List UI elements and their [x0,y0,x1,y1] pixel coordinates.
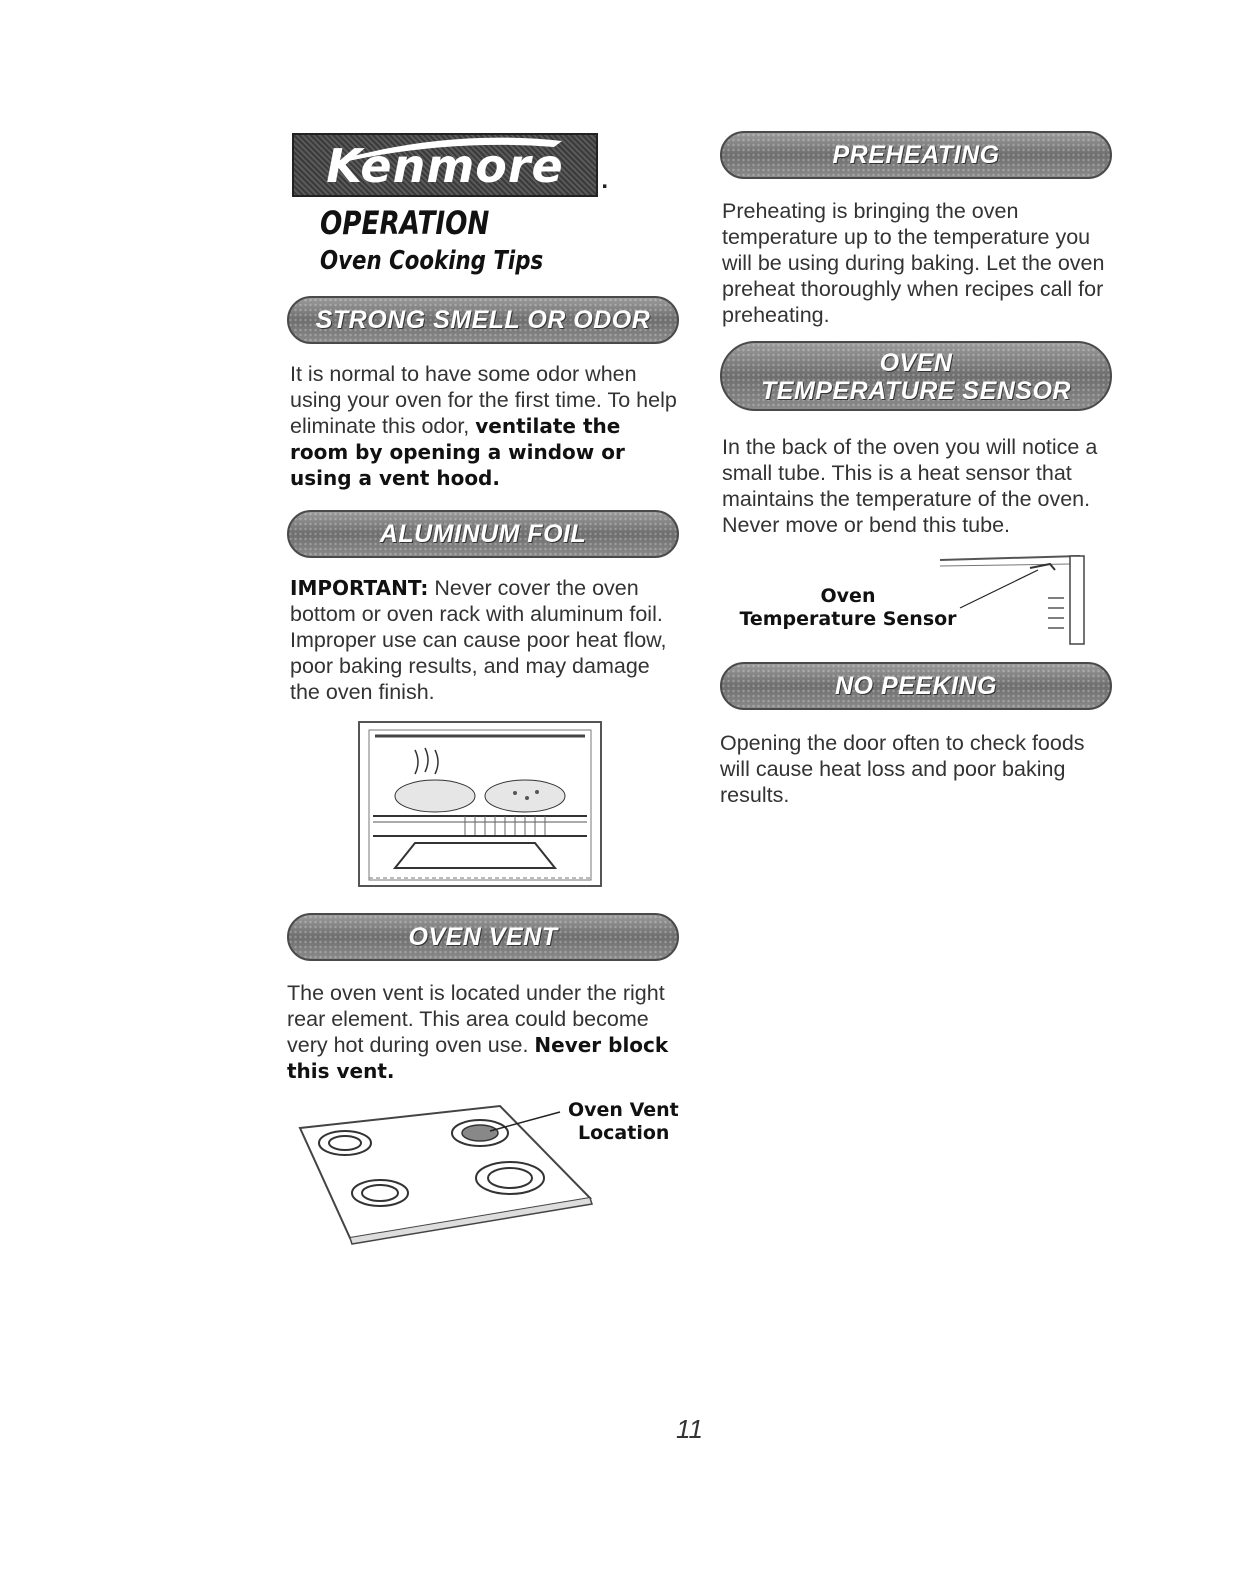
preheating-text: Preheating is bringing the oven temperature up to the temperature you will be using during baking. Let the oven preheat thoroughly when recipes call for preheating. [722,199,1105,327]
strong-smell-banner [287,296,679,344]
oven-vent-text-normal: The oven vent is located under the right rear element. This area could become very hot during oven use. [287,981,665,1057]
temp-sensor-heading [761,343,1071,405]
oven-vent-label-line2: Location [578,1122,670,1144]
no-peeking-heading: NO PEEKING [835,672,997,700]
strong-smell-text [290,361,682,491]
aluminum-foil-important: IMPORTANT: [290,576,429,600]
temp-sensor-banner [720,341,1112,411]
oven-interior-illustration [355,718,605,890]
page-number: 11 [676,1414,703,1444]
temp-sensor-text: In the back of the oven you will notice a small tube. This is a heat sensor that maintains the temperature of the oven. Never move or bend this tube. [722,435,1098,537]
logo-dot: . [601,167,608,194]
no-peeking-text: Opening the door often to check foods will cause heat loss and poor baking results. [720,731,1085,807]
logo-wordmark: Kenmore [326,139,564,193]
aluminum-foil-banner [287,510,679,558]
kenmore-logo [292,133,608,197]
aluminum-foil-heading: ALUMINUM FOIL [379,520,587,548]
aluminum-foil-text [290,575,682,705]
temp-sensor-label-line1: Oven [820,585,876,607]
page-subtitle: Oven Cooking Tips [320,246,544,276]
preheating-banner [720,131,1112,179]
temp-sensor-label [733,585,963,631]
temp-sensor-heading-line2: TEMPERATURE SENSOR [761,377,1071,405]
strong-smell-heading: STRONG SMELL OR ODOR [315,306,651,334]
strong-smell-text-normal: It is normal to have some odor when using your oven for the first time. To help eliminate this odor, [290,362,677,438]
temp-sensor-label-line2: Temperature Sensor [739,608,957,630]
preheating-heading: PREHEATING [832,141,1000,169]
oven-vent-heading: OVEN VENT [408,923,558,951]
aluminum-foil-text-normal: Never cover the oven bottom or oven rack with aluminum foil. Improper use can cause poor heat flow, poor baking results, and may damage the oven finish. [290,576,667,704]
no-peeking-banner [720,662,1112,710]
oven-vent-text [287,980,679,1084]
oven-vent-label-line1: Oven Vent [568,1099,679,1121]
page-title: OPERATION [320,204,490,242]
oven-vent-location-label [568,1099,679,1145]
temp-sensor-heading-line1: OVEN [879,349,953,377]
oven-vent-text-bold: Never block this vent. [287,1033,669,1083]
strong-smell-text-bold: ventilate the room by opening a window or using a vent hood. [290,414,625,490]
oven-vent-banner [287,913,679,961]
cooktop-illustration [290,1098,600,1248]
